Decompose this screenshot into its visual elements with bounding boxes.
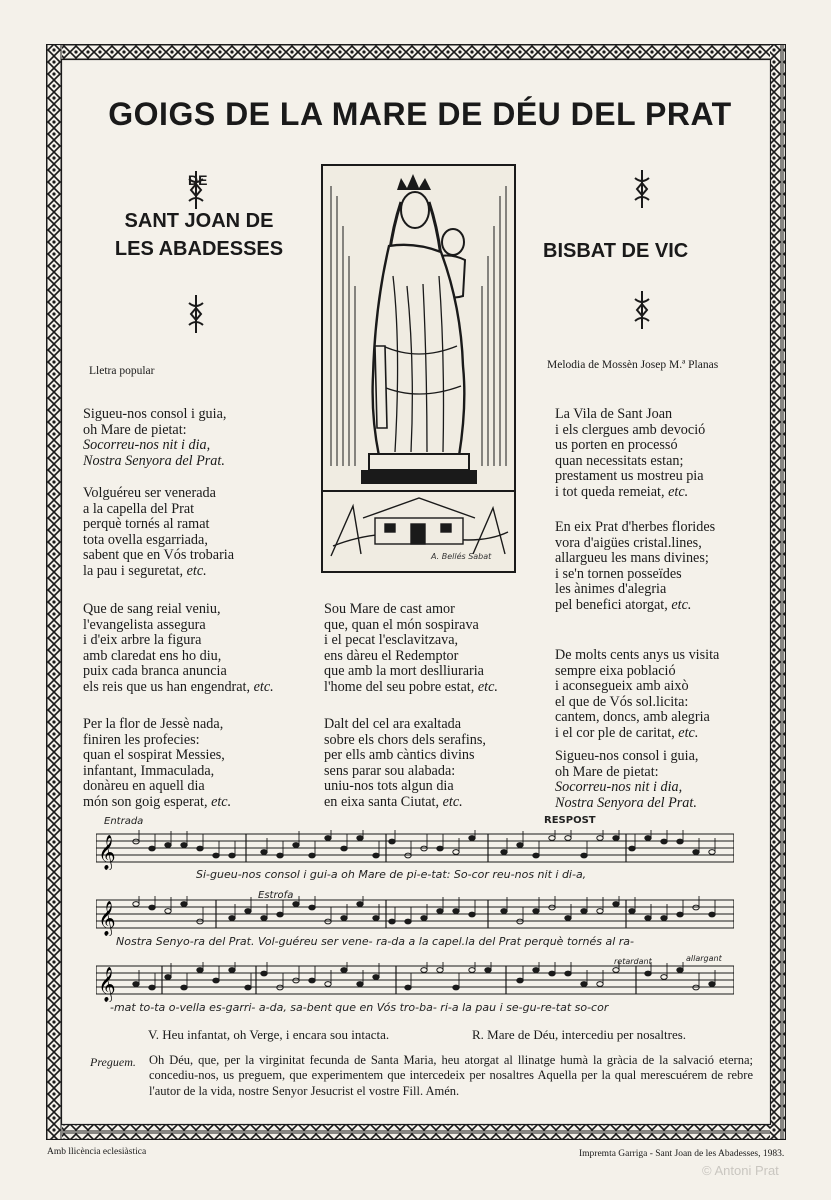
etc-marker: etc. <box>477 678 498 695</box>
ecclesiastical-license: Amb llicència eclesiàstica <box>47 1147 147 1157</box>
stanza-line: i se'n tornen posseïdes <box>555 565 682 582</box>
etc-marker: etc. <box>186 562 207 579</box>
stanza-line: donàreu en aquell dia <box>83 778 205 795</box>
stanza <box>83 602 274 696</box>
stanza-line: Socorreu-nos nit i dia, <box>555 779 683 796</box>
stanza-line: els reis que us han engendrat, etc. <box>83 678 274 695</box>
stanza <box>555 520 715 614</box>
music-label-allargant: allargant <box>686 954 722 963</box>
etc-marker: etc. <box>678 724 699 741</box>
town-name <box>110 207 288 263</box>
stanza-line: i el cor ple de caritat, etc. <box>555 724 699 741</box>
stanza-line: vora d'aigües cristal.lines, <box>555 534 702 551</box>
music-label-respost: RESPOST <box>544 815 596 826</box>
stanza-line: l'home del seu pobre estat, etc. <box>324 678 498 695</box>
stanza-line: Socorreu-nos nit i dia, <box>83 437 211 454</box>
etc-marker: etc. <box>671 596 692 613</box>
stanza-line: tota ovella esgarriada, <box>83 531 208 548</box>
stanza-line: infantant, Immaculada, <box>83 762 215 779</box>
stanza-line: Per la flor de Jessè nada, <box>83 716 224 732</box>
music-staff <box>96 962 734 1002</box>
stanza-line: i tot queda remeiat, etc. <box>555 483 689 500</box>
stanza-line: prestament us mostreu pia <box>555 468 704 485</box>
stanza-line: quan necessitats estan; <box>555 452 684 469</box>
fleuron-ornament <box>187 171 208 209</box>
stanza <box>324 602 498 696</box>
versicle: V. Heu infantat, oh Verge, i encara sou intacta. <box>148 1027 390 1042</box>
printer-credit: Impremta Garriga - Sant Joan de les Abadesses, 1983. <box>579 1149 785 1159</box>
music-label-entrada: Entrada <box>104 816 144 827</box>
stanza <box>83 486 234 580</box>
stanza-line: el que de Vós sol.licita: <box>555 693 689 710</box>
music-label-retardant: retardant <box>614 957 652 966</box>
stanza-line: quan el sospirat Messies, <box>83 747 225 764</box>
svg-text:𝄞: 𝄞 <box>98 901 116 936</box>
stanza-line: oh Mare de pietat: <box>555 763 659 780</box>
fleuron-ornament <box>633 291 651 329</box>
stanza-line: món son goig esperat, etc. <box>83 793 232 810</box>
de-label: DE <box>188 172 208 188</box>
melody-credit: Melodia de Mossèn Josep M.ª Planas <box>547 359 719 371</box>
stanza-line: ens dàreu el Redemptor <box>324 647 459 664</box>
prayer-text: Oh Déu, que, per la virginitat fecunda de Santa Maria, heu atorgat al llinatge humà la gràcia de la salvació eterna; concediu-nos, us preguem, que experimentem que intercedeix per nosaltres Aquella per la qual merescuérem de rebre l'autor de la vida, nostre Senyor Jesucrist el vostre Fill. Amén. <box>149 1053 753 1098</box>
page-title: GOIGS DE LA MARE DE DÉU DEL PRAT <box>108 96 732 132</box>
stanza-line: sens parar sou alabada: <box>324 762 456 779</box>
stanza-line: i el pecat l'esclavitzava, <box>324 632 459 649</box>
stanza-line: Volguéreu ser venerada <box>83 485 216 501</box>
stanza-line: que, quan el món sospirava <box>324 616 479 633</box>
stanza-line: amb claredat ens ho diu, <box>83 647 222 664</box>
stanza-line: les ànimes d'alegria <box>555 581 667 598</box>
stanza-line: a la capella del Prat <box>83 500 195 517</box>
music-lyric-line-2: Nostra Senyo-ra del Prat. Vol-guéreu ser vene- ra-da a la capel.la del Prat perquè tornés al ra- <box>116 935 634 948</box>
etc-marker: etc. <box>668 483 689 500</box>
fleuron-ornament <box>633 170 651 208</box>
fleuron-ornament <box>187 295 205 333</box>
stanza-line: finiren les profecies: <box>83 731 200 748</box>
music-lyric-line-3: -mat to-ta o-vella es-garri- a-da, sa-bent que en Vós tro-ba- ri-a la pau i se-gu-re-tat so-cor <box>110 1001 609 1014</box>
stanza-line: i aconsegueix amb això <box>555 678 689 695</box>
prayer-label: Preguem. <box>90 1055 136 1069</box>
stanza-line: Sou Mare de cast amor <box>324 601 455 617</box>
stanza-line: De molts cents anys us visita <box>555 647 720 663</box>
stanza <box>555 407 705 501</box>
stanza-line: cantem, doncs, amb alegria <box>555 709 710 726</box>
stanza-line: Nostra Senyora del Prat. <box>555 794 697 811</box>
stanza-line: que amb la mort deslliuraria <box>324 663 484 680</box>
stanza-line: allargueu les mans divines; <box>555 550 709 567</box>
engraving-signature: A. Bellés Sabat <box>431 552 492 561</box>
stanza-line: sabent que en Vós trobaria <box>83 547 235 564</box>
diocese-name: BISBAT DE VIC <box>543 240 689 262</box>
stanza-line: sobre els chors dels serafins, <box>324 731 486 748</box>
stanza-line: i els clergues amb devoció <box>555 421 706 438</box>
stanza <box>555 648 719 742</box>
svg-text:𝄞: 𝄞 <box>98 835 116 870</box>
etc-marker: etc. <box>211 793 232 810</box>
response: R. Mare de Déu, intercediu per nosaltres. <box>472 1027 687 1042</box>
svg-text:𝄞: 𝄞 <box>98 967 116 1002</box>
stanza-line: Sigueu-nos consol i guia, <box>83 406 227 422</box>
town-line-1: SANT JOAN DE <box>124 210 274 232</box>
stanza-line: perquè tornés al ramat <box>83 516 210 533</box>
stanza-line: per ells amb càntics divins <box>324 747 475 764</box>
stanza-line: pel benefici atorgat, etc. <box>555 596 692 613</box>
stanza-line: en eixa santa Ciutat, etc. <box>324 793 463 810</box>
lyrics-credit: Lletra popular <box>89 365 155 377</box>
music-staff <box>96 830 734 870</box>
virgin-and-child-illustration <box>323 166 514 571</box>
music-staff <box>96 896 734 936</box>
stanza-line: la pau i seguretat, etc. <box>83 562 207 579</box>
etc-marker: etc. <box>253 678 274 695</box>
stanza-line: La Vila de Sant Joan <box>555 406 673 422</box>
music-label-estrofa: Estrofa <box>258 890 294 901</box>
stanza-line: oh Mare de pietat: <box>83 421 187 438</box>
stanza <box>83 407 226 469</box>
stanza-line: sempre eixa població <box>555 662 676 679</box>
stanza <box>555 749 698 811</box>
stanza-line: Sigueu-nos consol i guia, <box>555 748 699 764</box>
stanza-line: us porten en processó <box>555 437 678 454</box>
stanza-line: En eix Prat d'herbes florides <box>555 519 716 535</box>
watermark: © Antoni Prat <box>702 1163 779 1178</box>
stanza-line: puix cada branca anuncia <box>83 663 227 680</box>
stanza-line: l'evangelista assegura <box>83 616 206 633</box>
stanza-line: i d'eix arbre la figura <box>83 632 202 649</box>
stanza-line: Nostra Senyora del Prat. <box>83 452 225 469</box>
stanza <box>83 717 231 811</box>
etc-marker: etc. <box>442 793 463 810</box>
town-line-2: LES ABADESSES <box>114 238 284 260</box>
stanza-line: Que de sang reial veniu, <box>83 601 221 617</box>
stanza <box>324 717 486 811</box>
virgin-engraving <box>321 164 516 573</box>
stanza-line: Dalt del cel ara exaltada <box>324 716 462 732</box>
music-lyric-line-1: Si-gueu-nos consol i gui-a oh Mare de pi-e-tat: So-cor reu-nos nit i di-a, <box>196 868 587 881</box>
stanza-line: uniu-nos tots algun dia <box>324 778 454 795</box>
